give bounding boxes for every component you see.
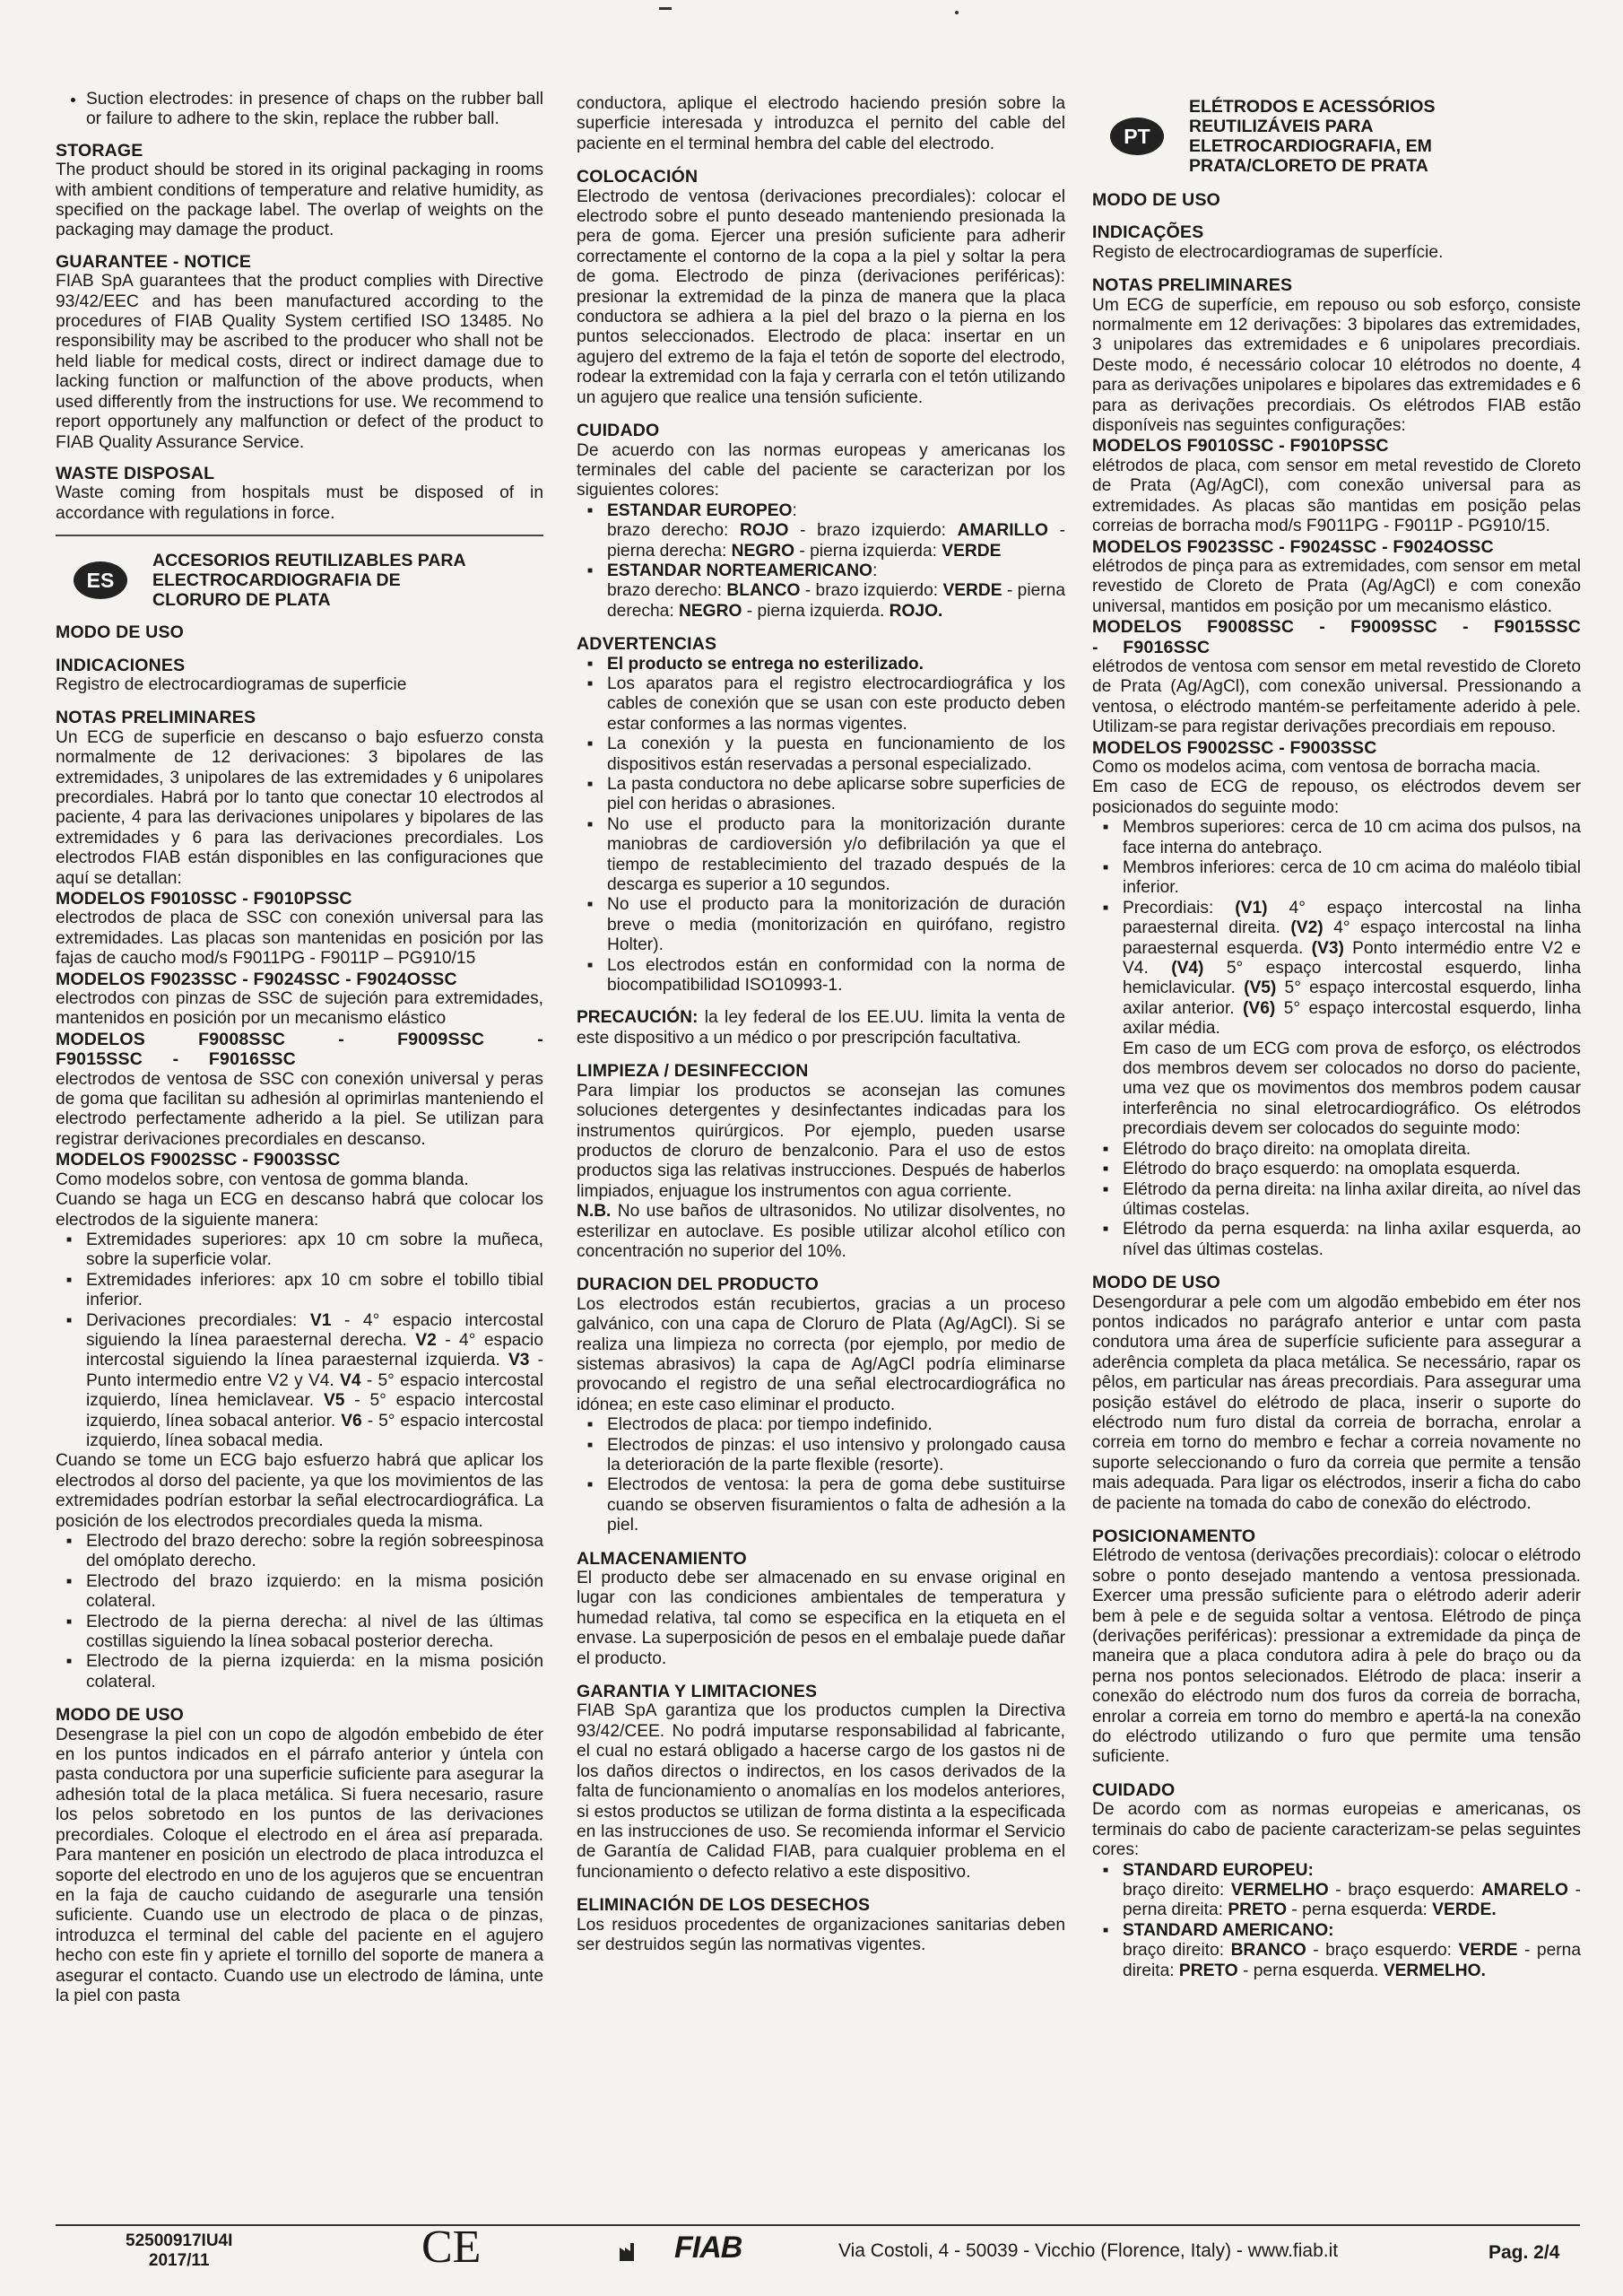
list-item: ■ La pasta conductora no debe aplicarse sobre superficies de piel con heridas o abrasiones. xyxy=(607,775,1065,815)
section-heading: COLOCACIÓN xyxy=(577,167,699,187)
section-heading: MODO DE USO xyxy=(56,622,185,643)
list-item: ■ Membros inferiores: cerca de 10 cm acima do maléolo tibial inferior. xyxy=(1123,858,1581,899)
column-english-spanish xyxy=(56,90,543,2006)
list-item: ■ Electrodo de la pierna derecha: al nivel de las últimas costillas siguiendo la línea sobacal posterior derecha. xyxy=(86,1613,543,1653)
language-header-pt xyxy=(1092,97,1581,176)
model-heading: MODELOS F9008SSC - F9009SSC - F9015SSC - F9016SSC xyxy=(1092,617,1581,657)
paragraph: El producto debe ser almacenado en su envase original en lugar con las condiciones ambientales de temperatura y humedad relativa, tal como se especifica en la etiqueta en el envase. La superposición de pesos en el embalaje puede dañar el producto. xyxy=(577,1569,1065,1668)
paragraph: Electrodo de ventosa (derivaciones precordiales): colocar el electrodo sobre el punto deseado manteniendo presionada la pera de goma. Ejercer una presión suficiente para adherir correctamente el contorno de la copa a la piel y soltar la pera de goma. Electrodo de pinza (derivaciones periféricas): presionar la extremidad de la pinza de manera que la placa conductora se adhiera a la piel del brazo o la pierna en los puntos seleccionados. Electrodo de placa: insertar en un agujero del extremo de la faja el tetón de soporte del electrodo, rodear la extremidad con la faja y cerrarla con el tetón utilizando un agujero que realice una tensión suficiente. xyxy=(577,187,1066,407)
paragraph: Desengordurar a pele com um algodão embebido em éter nos pontos indicados no parágrafo anterior e untar com pasta condutora uma área de superfície suficiente para assegurar a aderência completa da placa metálica. Se necessário, rapar os pêlos, em particular nas áreas precordiais. Para assegurar uma posição estável do elétrodo de placa, inserir o suporte do eléctrodo num furo distal da correia de borracha, enrolar a correia em torno do membro e fechar a correia novamente no suporte seleccionando o furo da correia que permite a tensão mais adequada. Para ligar os eléctrodos, inserir a ficha do cabo de paciente na tomada do cabo de conexão do eléctrodo. xyxy=(1092,1292,1581,1513)
paragraph: Los electrodos están recubiertos, gracias a un proceso galvánico, con una capa de Cloruro de Plata (Ag/AgCl). Si se realiza una limpieza no correcta (por ejemplo, por medio de sistemas abrasivos) la capa de Ag/AgCl podría eliminarse provocando el registro de una señal electrocardiográfica no idónea; en este caso eliminar el producto. xyxy=(577,1294,1065,1414)
paragraph: electrodos de ventosa de SSC con conexión universal y peras de goma que facilitan su adhesión al oprimirlas manteniendo el electrodo perfectamente adherido a la piel. Se utilizan para registrar derivaciones precordiales en descanso. xyxy=(56,1069,543,1149)
list-item: ■ Elétrodo da perna direita: na linha axilar direita, ao nível das últimas costelas. xyxy=(1123,1180,1581,1221)
list-item: ■ ESTANDAR NORTEAMERICANO: brazo derecho: BLANCO - brazo izquierdo: VERDE - pierna derecha: NEGRO - pierna izquierda. ROJO. xyxy=(607,561,1065,622)
paragraph: De acuerdo con las normas europeas y americanas los terminales del cable del paciente se caracterizan por los siguientes colores: xyxy=(577,440,1065,500)
section-heading: POSICIONAMENTO xyxy=(1092,1526,1256,1546)
scan-mark xyxy=(955,11,959,14)
manufacturer-address: Via Costoli, 4 - 50039 - Vicchio (Florence, Italy) - www.fiab.it xyxy=(838,2240,1339,2261)
list-item: ■ Electrodos de placa: por tiempo indefinido. xyxy=(607,1415,1065,1435)
section-heading: GUARANTEE - NOTICE xyxy=(56,251,252,272)
model-heading: MODELOS F9010SSC - F9010PSSC xyxy=(1092,436,1389,457)
section-heading: INDICACIONES xyxy=(56,655,186,675)
list-item: ■ La conexión y la puesta en funcionamiento de los dispositivos están reservadas a personal especializado. xyxy=(607,735,1065,775)
model-heading: MODELOS F9023SSC - F9024SSC - F9024OSSC xyxy=(56,969,457,989)
column-portuguese xyxy=(1092,90,1581,1981)
section-heading: NOTAS PRELIMINARES xyxy=(56,708,256,728)
paragraph: Registro de electrocardiogramas de superficie xyxy=(56,674,407,694)
list-item: • Suction electrodes: in presence of chaps on the rubber ball or failure to adhere to the skin, replace the rubber ball. xyxy=(86,90,543,130)
paragraph: De acordo com as normas europeias e americanas, os terminais do cabo de paciente caracterizam-se pelas seguintes cores: xyxy=(1092,1800,1581,1860)
section-heading: MODO DE USO xyxy=(56,1705,185,1726)
section-heading: CUIDADO xyxy=(1092,1779,1176,1800)
list-item: ■ Extremidades superiores: apx 10 cm sobre la muñeca, sobre la superficie volar. xyxy=(86,1231,543,1271)
section-heading: GARANTIA Y LIMITACIONES xyxy=(577,1682,818,1702)
paragraph: Un ECG de superficie en descanso o bajo esfuerzo consta normalmente de 12 derivaciones: 3 bipolares de las extremidades, 3 unipolares de las extremidades y 6 unipolares precordiales. Habrá por lo tanto que conectar 10 electrodos al paciente, 4 para las derivaciones unipolares y bipolares de las extremidades y 6 para las derivaciones precordiales. Los electrodos FIAB están disponibles en las configuraciones que aquí se detallan: xyxy=(56,727,543,888)
list-item: ■ STANDARD EUROPEU: braço direito: VERMELHO - braço esquerdo: AMARELO - perna direita: PRETO - perna esquerda: VERDE. xyxy=(1123,1861,1581,1921)
list-item: ■ No use el producto para la monitorización durante maniobras de cardioversión y/o defibrilación ya que el tiempo de restablecimiento del trazado después de la descarga es superior a 10 segundos. xyxy=(607,815,1065,896)
language-title: ELÉTRODOS E ACESSÓRIOS REUTILIZÁVEIS PARA ELETROCARDIOGRAFIA, EM PRATA/CLORETO DE PRATA xyxy=(1189,97,1436,176)
list-item: ■ Elétrodo do braço direito: na omoplata direita. xyxy=(1123,1140,1581,1160)
paragraph: Los residuos procedentes de organizaciones sanitarias deben ser destruidos según las normativas vigentes. xyxy=(577,1915,1065,1954)
list-item: ■ Extremidades inferiores: apx 10 cm sobre el tobillo tibial inferior. xyxy=(86,1271,543,1311)
paragraph: elétrodos de ventosa com sensor em metal revestido de Cloreto de Prata (Ag/AgCl), com conexão universal. Pressionando a ventosa, o eléctrodo mantém-se perfeitamente aderido à pele. Utilizam-se para registar derivações precordiais em repouso. xyxy=(1092,657,1581,737)
list-item: ■ Electrodo de la pierna izquierda: en la misma posición colateral. xyxy=(86,1652,543,1692)
section-heading: STORAGE xyxy=(56,140,143,161)
document-code: 52500917IU4I 2017/11 xyxy=(126,2231,233,2270)
section-heading: MODO DE USO xyxy=(1092,190,1221,210)
list-item: ■ ESTANDAR EUROPEO: brazo derecho: ROJO - brazo izquierdo: AMARILLO - pierna derecha: NEGRO - pierna izquierda: VERDE xyxy=(607,501,1065,561)
list-item: ■ El producto se entrega no esterilizado. xyxy=(607,655,1065,674)
section-heading: ALMACENAMIENTO xyxy=(577,1548,747,1569)
list-item: ■ Elétrodo da perna esquerda: na linha axilar esquerda, ao nível das últimas costelas. xyxy=(1123,1220,1581,1260)
list-item: ■ Electrodos de pinzas: el uso intensivo y prolongado causa la deterioración de la parte flexible (resorte). xyxy=(607,1436,1065,1476)
list-item: ■ Los aparatos para el registro electrocardiográfica y los cables de conexión que se usan con este producto deben estar conformes a las normas vigentes. xyxy=(607,674,1065,735)
language-header-es xyxy=(56,551,543,610)
list-item: ■ Membros superiores: cerca de 10 cm acima dos pulsos, na face interna do antebraço. xyxy=(1123,818,1581,858)
paragraph: elétrodos de placa, com sensor em metal revestido de Cloreto de Prata (Ag/AgCl), com conexão universal para as extremidades. As placas são mantidas em posição pelas correias de borracha mod/s F9011PG - F9011P - PG910/15. xyxy=(1092,456,1581,536)
paragraph: Cuando se tome un ECG bajo esfuerzo habrá que aplicar los electrodos al dorso del paciente, ya que los movimientos de las extremidades podrían estorbar la señal electrocardiográfica. La posición de los electrodos precordiales queda la misma. xyxy=(56,1451,543,1531)
paragraph: PRECAUCIÓN: la ley federal de los EE.UU. limita la venta de este dispositivo a un médico o por prescripción facultativa. xyxy=(577,1008,1065,1048)
page-number: Pag. 2/4 xyxy=(1488,2242,1560,2263)
list-item: ■ STANDARD AMERICANO: braço direito: BRANCO - braço esquerdo: VERDE - perna direita: PRETO - perna esquerda. VERMELHO. xyxy=(1123,1921,1581,1981)
fiab-logo: FIAB xyxy=(674,2231,742,2265)
section-heading: LIMPIEZA / DESINFECCION xyxy=(577,1061,809,1082)
section-heading: NOTAS PRELIMINARES xyxy=(1092,275,1293,296)
section-heading: ADVERTENCIAS xyxy=(577,634,717,655)
paragraph: conductora, aplique el electrodo haciendo presión sobre la superficie interesada y introduzca el pernito del cable del paciente en el terminal hembra del cable del electrodo. xyxy=(577,94,1065,153)
model-heading: MODELOS F9010SSC - F9010PSSC xyxy=(56,889,352,909)
model-heading: MODELOS F9023SSC - F9024SSC - F9024OSSC xyxy=(1092,536,1494,557)
paragraph: N.B. No use baños de ultrasonidos. No utilizar disolventes, no esterilizar en autoclave. Es posible utilizar alcohol etílico con concentración no superior del 10%. xyxy=(577,1202,1065,1261)
paragraph: Elétrodo de ventosa (derivações precordiais): colocar o elétrodo sobre o ponto desejado mantendo a ventosa pressionada. Exercer uma pressão suficiente para o elétrodo aderir aderir bem à pele e de seguida soltar a ventosa. Elétrodo de pinça (derivações periféricas): pressionar a extremidade da pinça de maneira que a placa condutora adira à pele do braço ou da perna nos pontos selecionados. Elétrodo de placa: inserir a conexão do eléctrodo num dos furos da correia de borracha, enrolar a correia em torno do membro e apertá-la na conexão do eléctrodo utilizando o furo que permite uma tensão suficiente. xyxy=(1092,1546,1581,1767)
model-heading: MODELOS F9008SSC - F9009SSC - F9015SSC - F9016SSC xyxy=(56,1029,543,1070)
section-heading: MODO DE USO xyxy=(1092,1273,1221,1293)
paragraph: Em caso de ECG de repouso, os eléctrodos devem ser posicionados do seguinte modo: xyxy=(1092,778,1581,817)
divider xyxy=(56,535,543,536)
paragraph: Desengrase la piel con un copo de algodón embebido de éter en los puntos indicados en el párrafo anterior y úntela con pasta conductora por una superficie suficiente para asegurar la adhesión total de la placa metálica. Si fuera necesario, rasure los pelos sobretodo en los puntos de las derivaciones precordiales. Coloque el electrodo en el área así preparada. Para mantener en posición un electrodo de placa introduzca el soporte del electrodo en uno de los agujeros que se encuentran en la faja de caucho cuidando de asegurarle una tensión suficiente. Cuando use un electrodo de placa o de pinzas, introduzca el terminal del cable del paciente en el agujero hecho con este fin y apriete el tornillo del soporte de manera a asegurar el contacto. Cuando use un electrodo de lámina, unte la piel con pasta xyxy=(56,1725,543,2005)
language-title: ACCESORIOS REUTILIZABLES PARA ELECTROCARDIOGRAFIA DE CLORURO DE PLATA xyxy=(152,551,465,611)
list-item: ■ Precordiais: (V1) 4° espaço intercostal na linha paraesternal direita. (V2) 4° espaço intercostal na linha paraesternal esquerda. (V3) Ponto intermédio entre V2 e V4. (V4) 5° espaço intercostal esquerdo, linha hemiclavicular. (V5) 5° espaço intercostal esquerdo, linha axilar anterior. (V6) 5° espaço intercostal esquerdo, linha axilar média. Em caso de um ECG com prova de esforço, os eléctrodos dos membros devem ser colocados no dorso do paciente, uma vez que os movimentos dos membros podem causar interferência no sinal eletrocardiográfico. Os elétrodos precordiais devem ser colocados do seguinte modo: xyxy=(1123,899,1581,1140)
paragraph: elétrodos de pinça para as extremidades, com sensor em metal revestido de Cloreto de Prata (Ag/AgCl) e com conexão universal, mantidos em posição por um mecanismo elástico. xyxy=(1092,556,1581,616)
paragraph: Para limpiar los productos se aconsejan las comunes soluciones detergentes y desinfectantes indicadas para los instrumentos quirúrgicos. Por ejemplo, pueden usarse productos de cloruro de benzalconio. Para el uso de estos productos siga las relativas instrucciones. Después de haberlos limpiados, enjuague los instrumentos con agua corriente. xyxy=(577,1081,1065,1201)
paragraph: Como modelos sobre, con ventosa de gomma blanda. xyxy=(56,1170,469,1189)
paragraph: The product should be stored in its original packaging in rooms with ambient conditions of temperature and relative humidity, as specified on the package label. The overlap of weights on the packaging may damage the product. xyxy=(56,161,543,240)
footer-divider xyxy=(56,2224,1580,2226)
list-item: ■ Derivaciones precordiales: V1 - 4° espacio intercostal siguiendo la línea paraesternal derecha. V2 - 4° espacio intercostal siguiendo la línea paraesternal izquierda. V3 - Punto intermedio entre V2 y V4. V4 - 5° espacio intercostal izquierdo, línea hemiclavear. V5 - 5° espacio intercostal izquierdo, línea sobacal anterior. V6 - 5° espacio intercostal izquierdo, línea sobacal media. xyxy=(86,1311,543,1452)
list-item: ■ Electrodo del brazo izquierdo: en la misma posición colateral. xyxy=(86,1572,543,1613)
section-heading: INDICAÇÕES xyxy=(1092,222,1204,243)
scan-mark xyxy=(659,7,672,10)
paragraph: electrodos con pinzas de SSC de sujeción para extremidades, mantenidos en posición por un mecanismo elástico xyxy=(56,989,543,1029)
paragraph: electrodos de placa de SSC con conexión universal para las extremidades. Las placas son mantenidas en posición por las fajas de caucho mod/s F9011PG - F9011P – PG910/15 xyxy=(56,909,543,969)
list-item: ■ No use el producto para la monitorización de duración breve o media (monitorización en quirófano, registro Holter). xyxy=(607,895,1065,955)
language-badge: PT xyxy=(1110,117,1164,155)
paragraph: Cuando se haga un ECG en descanso habrá que colocar los electrodos de la siguiente manera: xyxy=(56,1190,543,1230)
section-heading: CUIDADO xyxy=(577,421,660,441)
ce-mark: CE xyxy=(421,2222,482,2273)
manufacturer-icon xyxy=(619,2242,640,2262)
language-badge: ES xyxy=(74,561,127,599)
list-item: ■ Elétrodo do braço esquerdo: na omoplata esquerda. xyxy=(1123,1160,1581,1179)
list-item: ■ Electrodo del brazo derecho: sobre la región sobreespinosa del omóplato derecho. xyxy=(86,1532,543,1572)
paragraph: FIAB SpA garantiza que los productos cumplen la Directiva 93/42/CEE. No podrá imputarse responsabilidad al fabricante, el cual no estará obligado a hacerse cargo de los gastos ni de los daños directos o indirectos, en los casos derivados de la falta de funcionamiento o anomalías en los modelos anteriores, si estos productos se utilizan de forma distinta a la especificada en las instrucciones de uso. Se recomienda informar el Servicio de Garantía de Calidad FIAB, para cualquier problema en el funcionamiento o defecto relativo a este dispositivo. xyxy=(577,1701,1065,1882)
section-heading: WASTE DISPOSAL xyxy=(56,463,215,483)
model-heading: MODELOS F9002SSC - F9003SSC xyxy=(56,1150,341,1170)
paragraph: Como os modelos acima, com ventosa de borracha macia. xyxy=(1092,757,1541,777)
list-item: ■ Los electrodos están en conformidad con la norma de biocompatibilidad ISO10993-1. xyxy=(607,956,1065,996)
paragraph: Um ECG de superfície, em repouso ou sob esforço, consiste normalmente em 12 derivações: 3 bipolares das extremidades, 3 unipolares das extremidades e 6 unipolares precordiais. Deste modo, é necessário colocar 10 elétrodos no doente, 4 para as derivações unipolares e bipolares das extremidades e 6 para as derivações precordiais. Os elétrodos FIAB estão disponíveis nas seguintes configurações: xyxy=(1092,295,1581,436)
paragraph: Registo de electrocardiogramas de superfície. xyxy=(1092,242,1444,262)
model-heading: MODELOS F9002SSC - F9003SSC xyxy=(1092,737,1377,758)
section-heading: ELIMINACIÓN DE LOS DESECHOS xyxy=(577,1895,871,1916)
section-heading: DURACION DEL PRODUCTO xyxy=(577,1274,819,1295)
paragraph: FIAB SpA guarantees that the product complies with Directive 93/42/EEC and has been manufactured according to the procedures of FIAB Quality System certified ISO 13485. No responsibility may be ascribed to the producer who shall not be held liable for medical costs, direct or indirect damage due to lacking function or malfunction of the above products, when used differently from the instructions for use. We recommend to report opportunely any malfunction or defect of the product to FIAB Quality Assurance Service. xyxy=(56,272,543,452)
column-spanish-continued xyxy=(577,94,1065,1955)
list-item: ■ Electrodos de ventosa: la pera de goma debe sustituirse cuando se observen fisuramientos o falta de adhesión a la piel. xyxy=(607,1475,1065,1535)
paragraph: Waste coming from hospitals must be disposed of in accordance with regulations in force. xyxy=(56,483,543,523)
